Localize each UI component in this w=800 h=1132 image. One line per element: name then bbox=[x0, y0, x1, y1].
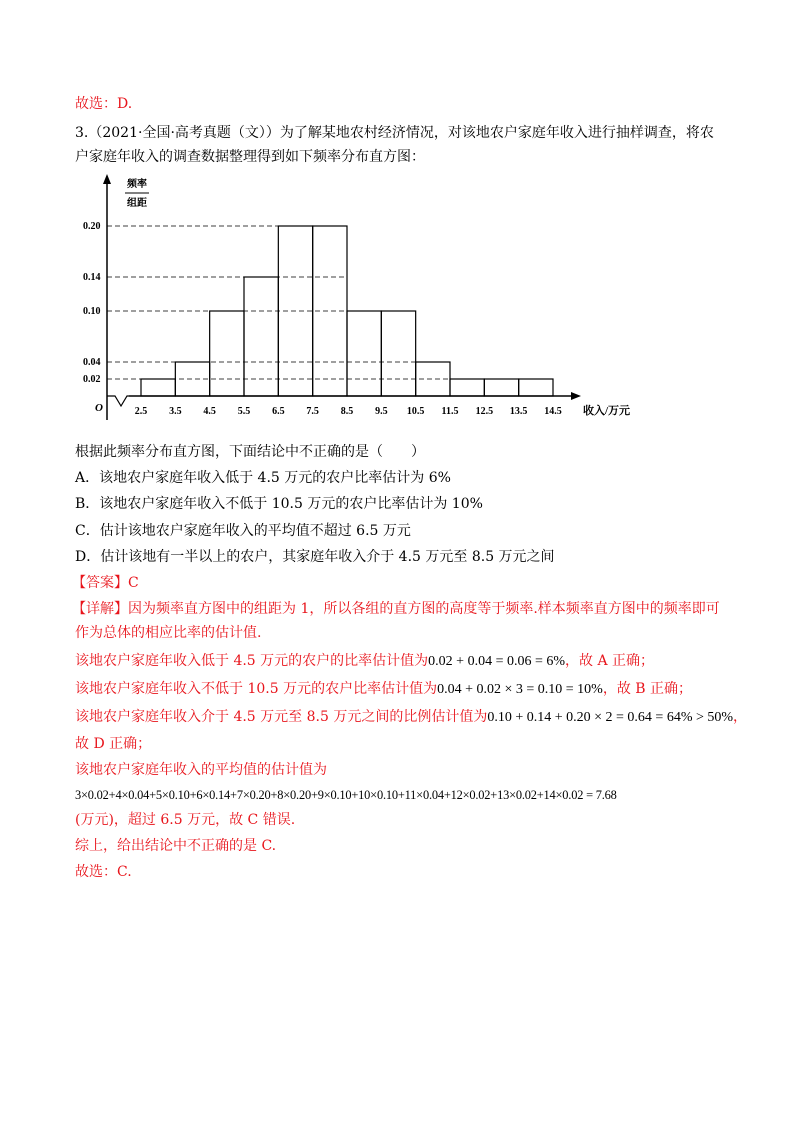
answer-label: 【答案】C bbox=[72, 575, 139, 591]
question-line-2: 户家庭年收入的调查数据整理得到如下频率分布直方图： bbox=[75, 149, 425, 165]
option-d: D．估计该地有一半以上的农户，其家庭年收入介于 4.5 万元至 8.5 万元之间 bbox=[75, 549, 555, 565]
detail-mean-tail: (万元)，超过 6.5 万元，故 C 错误. bbox=[75, 812, 296, 828]
ylabel-bottom: 组距 bbox=[127, 198, 147, 209]
y-tick-labels bbox=[83, 221, 101, 385]
histogram-bar bbox=[519, 379, 553, 396]
histogram-bar bbox=[416, 362, 450, 396]
x-axis-label: 收入/万元 bbox=[583, 405, 631, 417]
x-tick-label: 3.5 bbox=[169, 406, 182, 417]
detail-mean-text: 该地农户家庭年收入的平均值的估计值为 bbox=[75, 762, 327, 778]
x-tick-label: 11.5 bbox=[441, 406, 459, 417]
histogram-bar bbox=[278, 226, 312, 396]
mean-formula: 3×0.02+4×0.04+5×0.10+6×0.14+7×0.20+8×0.20+9×0.10+10×0.10+11×0.04+12×0.02+13×0.02+14×0.02 = 7.68 bbox=[75, 788, 617, 802]
frequency-histogram bbox=[75, 170, 635, 425]
y-tick-label: 0.20 bbox=[83, 221, 101, 232]
x-axis-arrow bbox=[571, 392, 581, 400]
detail-line-2: 作为总体的相应比率的估计值. bbox=[75, 625, 262, 641]
x-tick-label: 4.5 bbox=[203, 406, 216, 417]
histogram-bar bbox=[175, 362, 209, 396]
detail-text-1: 因为频率直方图中的组距为 1，所以各组的直方图的高度等于频率.样本频率直方图中的频率即可 bbox=[128, 601, 720, 617]
x-tick-label: 10.5 bbox=[406, 406, 425, 417]
option-c: C．估计该地农户家庭年收入的平均值不超过 6.5 万元 bbox=[75, 523, 411, 539]
histogram-bar bbox=[244, 277, 278, 396]
final-answer: 故选：C. bbox=[75, 864, 132, 880]
question-text-1: 为了解某地农村经济情况，对该地农户家庭年收入进行抽样调查，将农 bbox=[279, 125, 714, 141]
y-axis-arrow bbox=[103, 174, 111, 184]
summary: 综上，给出结论中不正确的是 C. bbox=[75, 838, 277, 854]
detail-d-text: 该地农户家庭年收入介于 4.5 万元至 8.5 万元之间的比例估计值为 bbox=[75, 709, 488, 725]
x-tick-label: 13.5 bbox=[509, 406, 528, 417]
x-tick-label: 2.5 bbox=[134, 406, 148, 417]
histogram-bar bbox=[381, 311, 415, 396]
x-tick-label: 12.5 bbox=[475, 406, 494, 417]
y-tick-label: 0.10 bbox=[83, 306, 101, 317]
origin-label: O bbox=[95, 402, 103, 414]
x-tick-label: 5.5 bbox=[237, 406, 251, 417]
y-tick-label: 0.14 bbox=[83, 272, 101, 283]
detail-b bbox=[75, 680, 692, 699]
detail-mean-math bbox=[75, 786, 617, 804]
histogram-bar bbox=[141, 379, 175, 396]
detail-b-text: 该地农户家庭年收入不低于 10.5 万元的农户比率估计值为 bbox=[75, 681, 438, 697]
histogram-bar bbox=[210, 311, 244, 396]
y-tick-label: 0.02 bbox=[83, 374, 101, 385]
histogram-bars bbox=[141, 226, 553, 396]
question-line-1 bbox=[75, 124, 714, 142]
histogram-bar bbox=[313, 226, 347, 396]
question-number: 3. bbox=[75, 125, 89, 141]
x-tick-labels bbox=[135, 406, 562, 417]
detail-b-tail: ，故 B 正确； bbox=[602, 681, 693, 697]
ylabel-top: 频率 bbox=[127, 179, 147, 190]
x-tick-label: 9.5 bbox=[375, 406, 388, 417]
detail-d-math: 0.10 + 0.14 + 0.20 × 2 = 0.64 = 64% > 50% bbox=[487, 710, 734, 725]
detail-a-math: 0.02 + 0.04 = 0.06 = 6% bbox=[428, 654, 566, 669]
detail-a-tail: ，故 A 正确； bbox=[565, 653, 655, 669]
histogram-bar bbox=[347, 311, 381, 396]
question-prompt: 根据此频率分布直方图，下面结论中不正确的是（ ） bbox=[75, 444, 425, 460]
y-tick-label: 0.04 bbox=[83, 357, 101, 368]
histogram-bar bbox=[450, 379, 484, 396]
detail-d-tail: ， bbox=[733, 709, 748, 725]
option-b: B．该地农户家庭年收入不低于 10.5 万元的农户比率估计为 10% bbox=[75, 496, 483, 512]
histogram-bar bbox=[484, 379, 518, 396]
axis-break bbox=[107, 396, 129, 406]
question-source: （2021·全国·高考真题（文）） bbox=[88, 125, 280, 141]
detail-d-conclusion: 故 D 正确； bbox=[75, 736, 152, 752]
option-a: A．该地农户家庭年收入低于 4.5 万元的农户比率估计为 6% bbox=[75, 470, 451, 486]
detail-a-text: 该地农户家庭年收入低于 4.5 万元的农户的比率估计值为 bbox=[75, 653, 429, 669]
detail-label: 【详解】 bbox=[72, 601, 128, 617]
x-tick-label: 14.5 bbox=[544, 406, 562, 417]
x-tick-label: 8.5 bbox=[340, 406, 354, 417]
x-tick-label: 7.5 bbox=[306, 406, 319, 417]
detail-line-1 bbox=[72, 600, 720, 618]
detail-a bbox=[75, 652, 654, 671]
detail-d bbox=[75, 708, 747, 727]
x-tick-label: 6.5 bbox=[272, 406, 285, 417]
detail-b-math: 0.04 + 0.02 × 3 = 0.10 = 10% bbox=[437, 682, 603, 697]
previous-answer: 故选：D. bbox=[75, 96, 133, 112]
